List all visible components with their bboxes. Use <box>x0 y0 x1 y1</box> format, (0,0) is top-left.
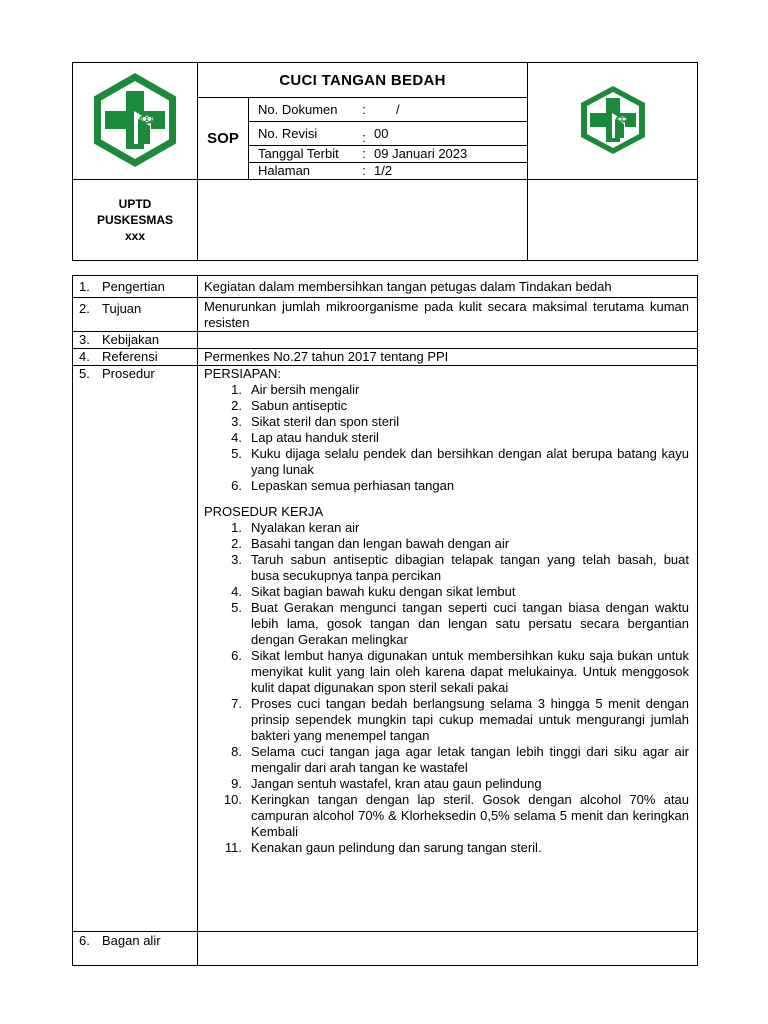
meta-value-halaman: 1/2 <box>374 163 393 179</box>
content-cell <box>198 332 698 349</box>
content-cell <box>198 349 698 366</box>
meta-colon: : <box>354 145 374 162</box>
right-logo-cell <box>528 63 698 180</box>
list-item-text: Sikat steril dan spon steril <box>251 414 400 429</box>
left-logo-cell <box>73 63 198 180</box>
pengertian-text: Kegiatan dalam membersihkan tangan petugas dalam Tindakan bedah <box>204 279 612 294</box>
persiapan-title: PERSIAPAN: <box>204 366 282 381</box>
list-item-text: Taruh sabun antiseptic dibagian telapak tangan yang telah basah, buat busa secukupnya tanpa percikan <box>251 552 689 583</box>
row-referensi <box>73 349 698 366</box>
meta-value-no-dokumen <box>374 98 527 121</box>
list-item <box>204 552 689 584</box>
document-title: CUCI TANGAN BEDAH <box>198 63 528 98</box>
org-line-2: PUSKESMAS <box>96 213 173 227</box>
row-number: 3. <box>79 332 90 347</box>
list-item-text: Nyalakan keran air <box>251 520 360 535</box>
list-item-text: Sabun antiseptic <box>251 398 348 413</box>
list-item <box>204 520 689 536</box>
persiapan-list <box>204 382 689 494</box>
puskesmas-logo-icon <box>85 72 185 168</box>
row-pengertian <box>73 276 698 298</box>
list-item-number: 11. <box>224 840 242 855</box>
list-item <box>204 584 689 600</box>
puskesmas-logo-icon <box>575 85 651 155</box>
list-item <box>204 446 689 478</box>
list-item-text: Selama cuci tangan jaga agar letak tangan lebih tinggi dari siku agar air mengalir dari arah tangan ke wastafel <box>251 744 689 775</box>
list-item-text: Buat Gerakan mengunci tangan seperti cuci tangan biasa dengan waktu lebih lama, gosok tangan dan lengan satu persatu secara bergantian dengan Gerakan melingkar <box>251 600 689 647</box>
list-item-number: 8. <box>231 744 242 759</box>
sop-content-table <box>72 275 698 966</box>
label-cell <box>73 276 198 298</box>
list-item-number: 6. <box>231 648 242 663</box>
row-tujuan <box>73 298 698 332</box>
list-item <box>204 398 689 414</box>
list-item-text: Air bersih mengalir <box>251 382 360 397</box>
sop-label: SOP <box>198 98 249 180</box>
list-item-text: Sikat bagian bawah kuku dengan sikat lembut <box>251 584 516 599</box>
list-item-number: 3. <box>231 552 242 567</box>
list-item-text: Lap atau handuk steril <box>251 430 379 445</box>
list-item-number: 1. <box>231 520 242 535</box>
sop-header-table <box>72 62 698 261</box>
meta-value-tanggal-terbit: 09 Januari 2023 <box>374 145 527 162</box>
prosedur-kerja-title: PROSEDUR KERJA <box>204 504 324 519</box>
row-number: 6. <box>79 933 90 948</box>
list-item-number: 7. <box>231 696 242 711</box>
row-number: 2. <box>79 301 90 316</box>
row-bagan-alir <box>73 932 698 966</box>
list-item <box>204 536 689 552</box>
org-line-1: UPTD <box>118 197 152 211</box>
list-item <box>204 792 689 840</box>
row-label: Pengertian <box>102 279 165 294</box>
list-item-text: Jangan sentuh wastafel, kran atau gaun pelindung <box>251 776 542 791</box>
list-item <box>204 744 689 776</box>
list-item-text: Lepaskan semua perhiasan tangan <box>251 478 455 493</box>
bagan-alir-text <box>198 932 697 935</box>
list-item-number: 2. <box>231 398 242 413</box>
list-item-number: 4. <box>231 584 242 599</box>
row-number: 5. <box>79 366 90 381</box>
kebijakan-text <box>198 332 697 335</box>
prosedur-kerja-list <box>204 520 689 856</box>
referensi-text: Permenkes No.27 tahun 2017 tentang PPI <box>204 349 449 364</box>
list-item-text: Kenakan gaun pelindung dan sarung tangan steril. <box>251 840 542 855</box>
list-item <box>204 600 689 648</box>
list-item-number: 2. <box>231 536 242 551</box>
document-meta-cell <box>249 98 528 180</box>
list-item <box>204 776 689 792</box>
row-number: 4. <box>79 349 90 364</box>
signature-cell <box>198 180 528 261</box>
row-prosedur <box>73 366 698 932</box>
list-item-text: Proses cuci tangan bedah berlangsung selama 3 hingga 5 menit dengan prinsip sependek mungkin tapi cukup memadai untuk mengurangi jumlah bakteri yang menempel tangan <box>251 696 689 743</box>
list-item-number: 10. <box>223 792 242 807</box>
list-item-number: 1. <box>231 382 242 397</box>
list-item <box>204 696 689 744</box>
list-item-number: 3. <box>231 414 242 429</box>
organization-name <box>73 180 198 261</box>
list-item-number: 4. <box>231 430 242 445</box>
meta-colon: : <box>354 121 374 145</box>
right-bottom-cell <box>528 180 698 261</box>
document-meta-table <box>249 98 527 179</box>
content-cell <box>198 932 698 966</box>
meta-value-no-dokumen-text: / <box>396 101 400 117</box>
meta-colon: : <box>354 98 374 121</box>
list-item-number: 6. <box>231 478 242 493</box>
list-item-text: Basahi tangan dan lengan bawah dengan air <box>251 536 510 551</box>
label-cell <box>73 332 198 349</box>
list-item <box>204 478 689 494</box>
meta-label-no-revisi: No. Revisi <box>249 121 354 145</box>
label-cell <box>73 366 198 932</box>
row-label: Tujuan <box>102 301 142 316</box>
meta-value-no-revisi: 00 <box>374 121 527 145</box>
list-item-text: Sikat lembut hanya digunakan untuk membersihkan kuku saja bukan untuk menyikat kulit yang lain oleh karena dapat melukainya. Untuk menggosok kulit dapat digunakan spon steril sekali pakai <box>251 648 689 695</box>
list-item <box>204 840 689 856</box>
content-cell <box>198 366 698 932</box>
list-item <box>204 382 689 398</box>
row-kebijakan <box>73 332 698 349</box>
row-number: 1. <box>79 279 90 294</box>
meta-label-no-dokumen: No. Dokumen <box>249 98 354 121</box>
meta-label-halaman: Halaman <box>258 163 311 179</box>
label-cell <box>73 932 198 966</box>
label-cell <box>73 349 198 366</box>
list-item-text: Keringkan tangan dengan lap steril. Gosok dengan alcohol 70% atau campuran alcohol 70% & Klorheksedin 0,5% selama 5 menit dan keringkan Kembali <box>251 792 689 839</box>
content-cell <box>198 298 698 332</box>
row-label: Referensi <box>102 349 158 364</box>
tujuan-text: Menurunkan jumlah mikroorganisme pada kulit secara maksimal terutama kuman resisten <box>204 299 689 330</box>
list-item <box>204 430 689 446</box>
list-item-text: Kuku dijaga selalu pendek dan bersihkan dengan alat berupa batang kayu yang lunak <box>251 446 689 477</box>
list-item-number: 5. <box>231 446 242 461</box>
list-item <box>204 414 689 430</box>
list-item-number: 9. <box>231 776 242 791</box>
row-label: Prosedur <box>102 366 155 381</box>
list-item <box>204 648 689 696</box>
list-item-number: 5. <box>231 600 242 615</box>
content-cell <box>198 276 698 298</box>
row-label: Kebijakan <box>102 332 160 347</box>
row-label: Bagan alir <box>102 933 161 948</box>
label-cell <box>73 298 198 332</box>
meta-label-tanggal-terbit: Tanggal Terbit <box>249 145 354 162</box>
org-line-3: xxx <box>124 229 146 243</box>
meta-colon: : <box>362 163 366 179</box>
